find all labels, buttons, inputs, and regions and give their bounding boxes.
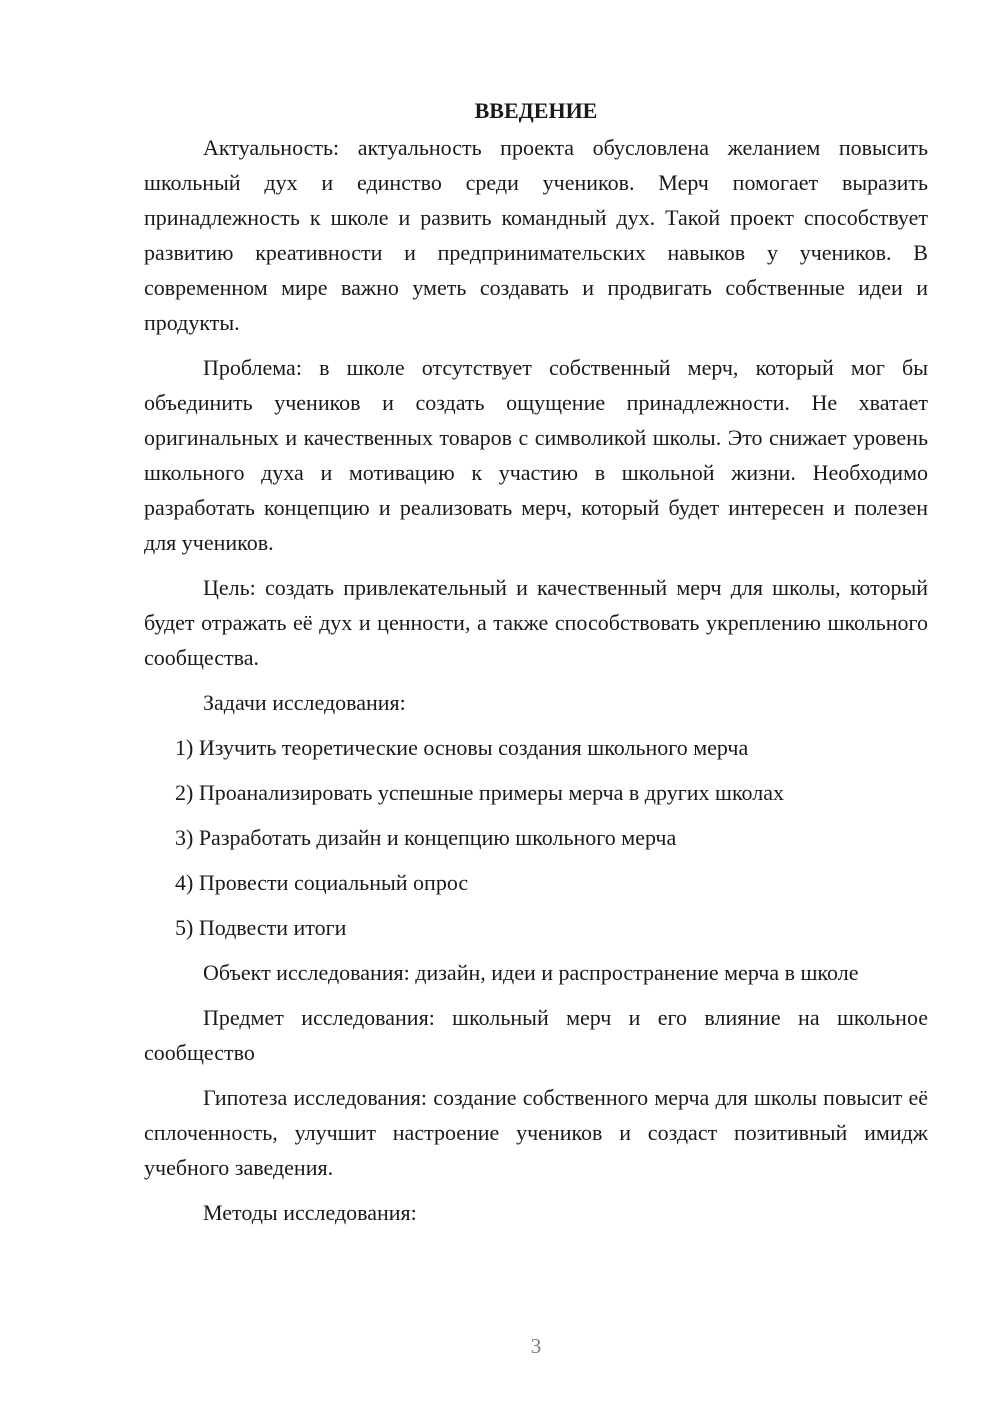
- list-item: 1) Изучить теоретические основы создания школьного мерча: [175, 735, 749, 760]
- page-content: [144, 93, 928, 1240]
- methods-title: Методы исследования:: [203, 1200, 417, 1225]
- object-paragraph: Объект исследования: дизайн, идеи и распространение мерча в школе: [203, 960, 859, 985]
- list-item: 2) Проанализировать успешные примеры мерча в других школах: [175, 780, 784, 805]
- subject-paragraph: Предмет исследования: школьный мерч и его влияние на школьное сообщество: [144, 1005, 928, 1065]
- tasks-title: Задачи исследования:: [203, 690, 406, 715]
- relevance-paragraph: Актуальность: актуальность проекта обусловлена желанием повысить школьный дух и единство среди учеников. Мерч помогает выразить принадлежность к школе и развить командный дух. Такой проект способствует развитию креативности и предпринимательских навыков у учеников. В современном мире важно уметь создавать и продвигать собственные идеи и продукты.: [144, 135, 928, 335]
- goal-paragraph: Цель: создать привлекательный и качественный мерч для школы, который будет отражать её дух и ценности, а также способствовать укреплению школьного сообщества.: [144, 575, 928, 670]
- list-item: 5) Подвести итоги: [175, 915, 347, 940]
- section-heading: ВВЕДЕНИЕ: [474, 98, 598, 123]
- list-item: 4) Провести социальный опрос: [175, 870, 469, 895]
- page-number: 3: [530, 1334, 542, 1358]
- list-item: 3) Разработать дизайн и концепцию школьного мерча: [175, 825, 677, 850]
- problem-paragraph: Проблема: в школе отсутствует собственный мерч, который мог бы объединить учеников и создать ощущение принадлежности. Не хватает оригинальных и качественных товаров с символикой школы. Это снижает уровень школьного духа и мотивацию к участию в школьной жизни. Необходимо разработать концепцию и реализовать мерч, который будет интересен и полезен для учеников.: [144, 355, 928, 555]
- hypothesis-paragraph: Гипотеза исследования: создание собственного мерча для школы повысит её сплоченность, улучшит настроение учеников и создаст позитивный имидж учебного заведения.: [144, 1085, 928, 1180]
- tasks-list: [144, 730, 928, 945]
